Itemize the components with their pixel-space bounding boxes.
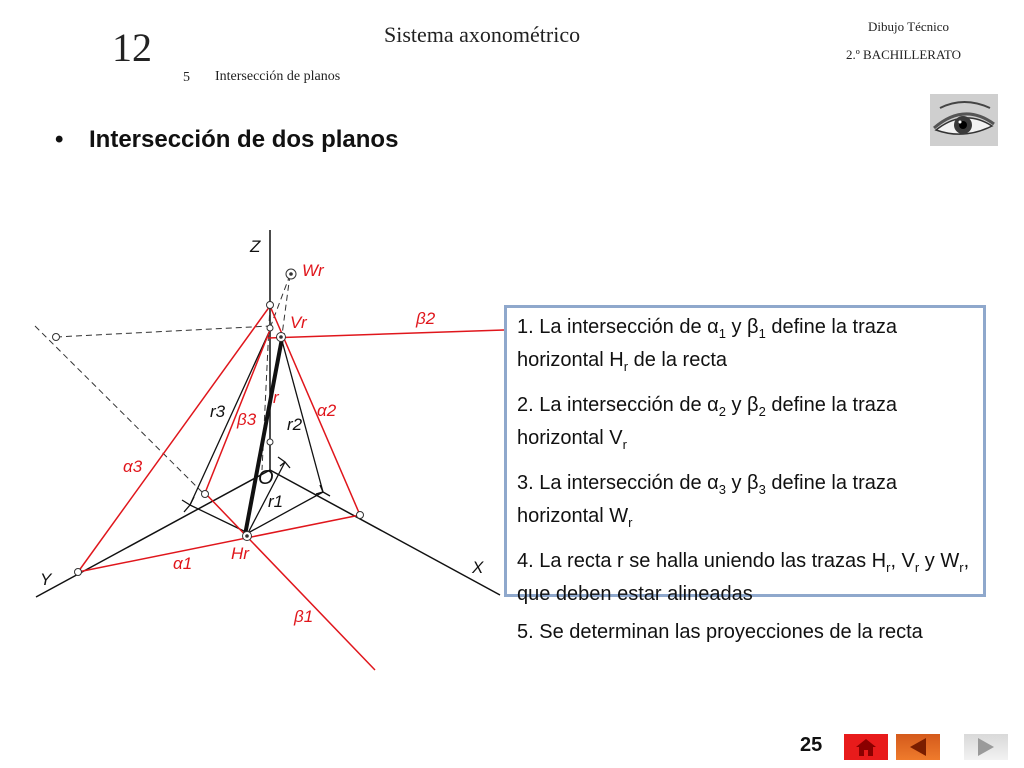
beta-symbol: β <box>747 394 759 416</box>
step-2: 2. La intersección de $\alpha_2$ y $\beta_2$ define la traza horizontal $V_r$ <box>517 394 897 452</box>
home-icon <box>844 734 888 760</box>
tick-mark <box>182 497 194 512</box>
section-title: Intersección de planos <box>215 69 341 84</box>
step-3: 3. La intersección de $\alpha_3$ y $\beta_3$ define la traza horizontal $W_r$ <box>517 472 897 530</box>
point-marker <box>267 302 274 309</box>
label-r2: r2 <box>287 415 303 434</box>
step-4: 4. La recta r se halla uniendo las trazas $H_r$, $V_r$ y $W_r$, que deben estar alineadas <box>517 550 970 605</box>
page-number: 25 <box>800 734 823 756</box>
beta-symbol: β <box>747 472 759 494</box>
alpha1-trace <box>78 515 360 572</box>
alpha-symbol: α <box>707 316 719 338</box>
label-z: Z <box>250 237 261 256</box>
previous-slide-button[interactable] <box>896 734 940 760</box>
point-wr-dot <box>289 272 293 276</box>
label-alpha1: α1 <box>173 554 193 573</box>
label-y: Y <box>40 570 52 589</box>
subject-label: Dibujo Técnico <box>868 19 949 34</box>
point-marker <box>267 439 273 445</box>
course-label: 2.º BACHILLERATO <box>846 47 962 62</box>
label-alpha3: α3 <box>123 457 143 476</box>
point-marker <box>267 325 273 331</box>
point-hr-dot <box>245 534 249 538</box>
dashed-line <box>282 275 290 335</box>
label-r3: r3 <box>210 402 226 421</box>
label-vr: Vr <box>290 313 307 332</box>
step-1: 1. La intersección de $\alpha_1$ y $\beta_1$ define la traza horizontal $H_r$ de la recta <box>517 316 897 374</box>
label-beta1: β1 <box>294 607 314 626</box>
arrow-right-icon <box>964 734 1008 760</box>
label-beta2: β2 <box>416 309 436 328</box>
label-beta3: β3 <box>237 410 257 429</box>
alpha-symbol: α <box>707 472 719 494</box>
step-5: 5. Se determinan las proyecciones de la recta <box>517 621 923 643</box>
beta-symbol: β <box>747 316 759 338</box>
bullet-icon: • <box>55 126 64 153</box>
label-alpha2: α2 <box>317 401 337 420</box>
arrow-left-icon <box>896 734 940 760</box>
next-slide-button[interactable] <box>964 734 1008 760</box>
beta1-trace <box>205 493 375 670</box>
point-marker <box>202 491 209 498</box>
slide-heading-text: Intersección de dos planos <box>89 126 399 153</box>
label-x: X <box>472 558 484 577</box>
dashed-line <box>270 275 290 328</box>
home-button[interactable] <box>844 734 888 760</box>
point-marker <box>75 569 82 576</box>
label-wr: Wr <box>302 261 324 280</box>
label-hr: Hr <box>231 544 249 563</box>
tick-mark <box>278 457 290 468</box>
section-number: 5 <box>183 70 190 85</box>
label-r: r <box>273 388 279 407</box>
dashed-line <box>35 326 205 495</box>
label-origin: O <box>258 467 274 489</box>
point-marker <box>53 334 60 341</box>
chapter-title: Sistema axonométrico <box>384 22 581 47</box>
alpha-symbol: α <box>707 394 719 416</box>
axis-x-line <box>270 470 500 595</box>
point-marker <box>357 512 364 519</box>
dashed-line <box>56 326 270 337</box>
unit-number: 12 <box>112 25 152 70</box>
alpha3-trace <box>78 306 270 572</box>
axis-y-line <box>36 470 270 597</box>
point-vr-dot <box>279 335 283 339</box>
steps-box <box>504 305 986 643</box>
label-r1: r1 <box>268 492 284 511</box>
